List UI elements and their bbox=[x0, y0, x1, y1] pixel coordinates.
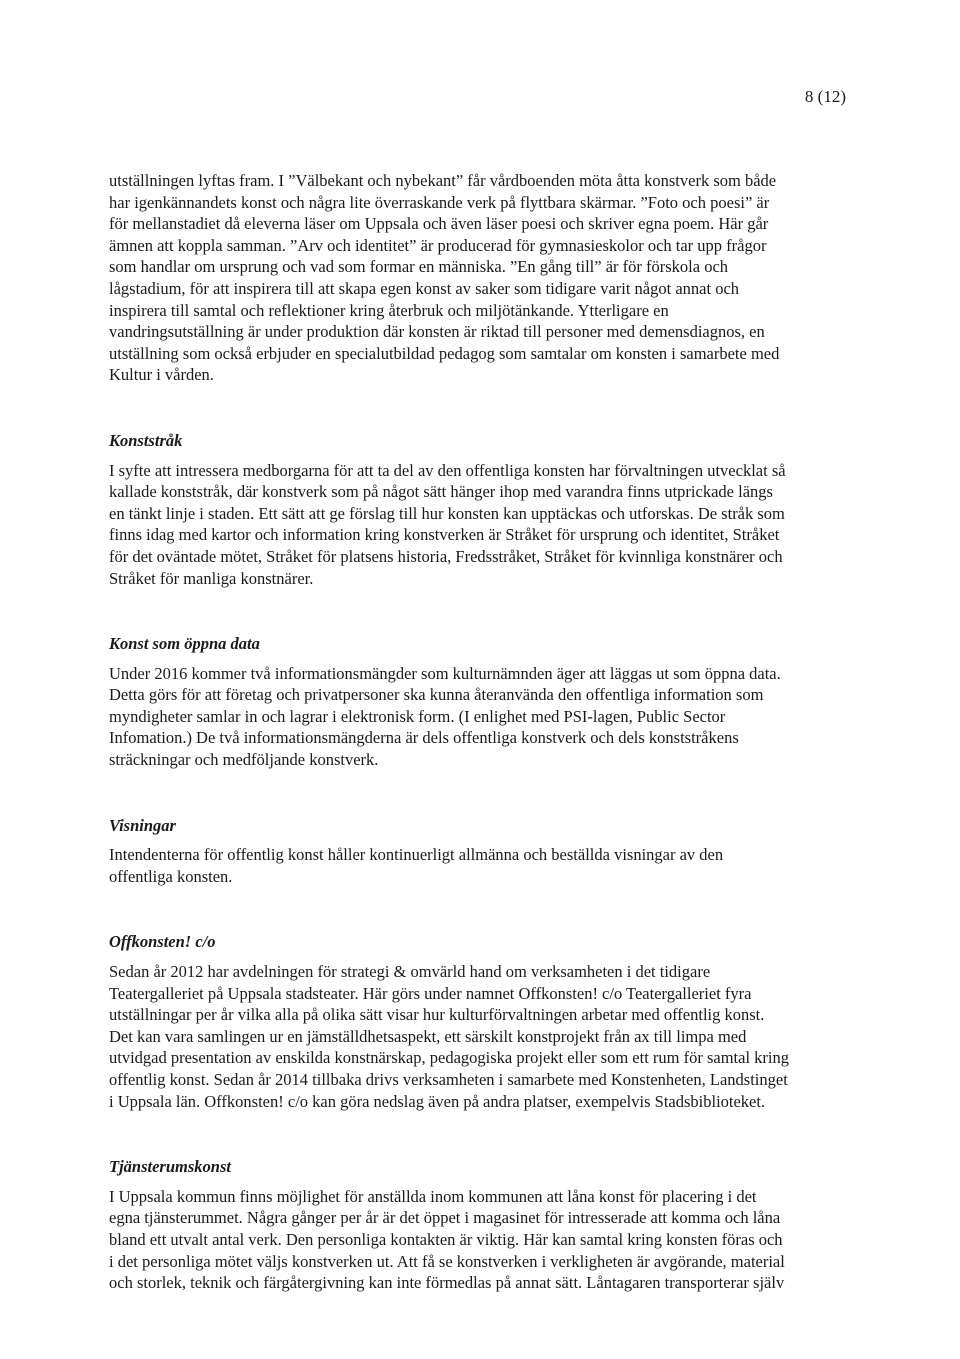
text-line: i det personliga mötet väljs konstverken ut. Att få se konstverken i verkligheten är avgörande, material bbox=[109, 1251, 785, 1271]
document-body bbox=[109, 170, 849, 1294]
section-paragraph-visningar bbox=[109, 844, 849, 887]
text-line: för mellanstadiet då eleverna läser om Uppsala och även läser poesi och skriver egna poem. Här går bbox=[109, 214, 769, 234]
text-line: och storlek, teknik och färgåtergivning kan inte förmedlas på annat sätt. Låntagaren transporterar själv bbox=[109, 1273, 785, 1293]
text-line: en tänkt linje i staden. Ett sätt att ge förslag till hur konsten kan upptäckas och utforskas. De stråk som bbox=[109, 503, 785, 523]
text-line: finns idag med kartor och information kring konstverken är Stråket för ursprung och identitet, Stråket bbox=[109, 525, 780, 545]
section-heading-visningar: Visningar bbox=[109, 815, 176, 835]
text-line: Sedan år 2012 har avdelningen för strategi & omvärld hand om verksamheten i det tidigare bbox=[109, 962, 711, 982]
text-line: I syfte att intressera medborgarna för att ta del av den offentliga konsten har förvaltningen utvecklat så bbox=[109, 460, 786, 480]
text-line: Kultur i vården. bbox=[109, 365, 214, 385]
intro-paragraph bbox=[109, 170, 849, 386]
text-line: sträckningar och medföljande konstverk. bbox=[109, 750, 379, 770]
text-line: Teatergalleriet på Uppsala stadsteater. Här görs under namnet Offkonsten! c/o Teatergalleriet fyra bbox=[109, 983, 752, 1003]
text-line: kallade konststråk, där konstverk som på något sätt hänger ihop med varandra finns utprickade längs bbox=[109, 482, 773, 502]
text-line: bland ett utvalt antal verk. Den personliga kontakten är viktig. Här kan samtal kring konsten föras och bbox=[109, 1229, 783, 1249]
text-line: ämnen att koppla samman. ”Arv och identitet” är producerad för gymnasieskolor och tar upp frågor bbox=[109, 235, 767, 255]
text-line: har igenkännandets konst och några lite överraskande verk på flyttbara skärmar. ”Foto och poesi” är bbox=[109, 192, 770, 212]
text-line: utställningen lyftas fram. I ”Välbekant och nybekant” får vårdboenden möta åtta konstverk som både bbox=[109, 171, 777, 190]
text-line: Detta görs för att företag och privatpersoner ska kunna återanvända den offentliga information som bbox=[109, 685, 764, 705]
text-line: i Uppsala län. Offkonsten! c/o kan göra nedslag även på andra platser, exempelvis Stadsbiblioteket. bbox=[109, 1091, 766, 1111]
section-heading-oppna-data: Konst som öppna data bbox=[109, 634, 260, 654]
text-line: egna tjänsterummet. Några gånger per år är det öppet i magasinet för intresserade att komma och låna bbox=[109, 1208, 781, 1228]
text-line: offentlig konst. Sedan år 2014 tillbaka drivs verksamheten i samarbete med Konstenheten, Landstinget bbox=[109, 1070, 788, 1089]
section-heading-konststrak: Konststråk bbox=[109, 430, 183, 450]
text-line: för det oväntade mötet, Stråket för platsens historia, Fredsstråket, Stråket för kvinnliga konstnärer och bbox=[109, 546, 783, 566]
section-heading-tjansterumskonst: Tjänsterumskonst bbox=[109, 1157, 231, 1177]
text-line: Intendenterna för offentlig konst håller kontinuerligt allmänna och beställda visningar av den bbox=[109, 845, 724, 865]
text-line: myndigheter samlar in och lagrar i elektronisk form. (I enlighet med PSI-lagen, Public Sector bbox=[109, 706, 726, 726]
text-line: Under 2016 kommer två informationsmängder som kulturnämnden äger att läggas ut som öppna data. bbox=[109, 663, 781, 683]
text-line: utställningar per år vilka alla på olika sätt visar hur kulturförvaltningen arbetar med offentlig konst. bbox=[109, 1005, 765, 1025]
section-paragraph-oppna-data bbox=[109, 663, 849, 771]
text-line: lågstadium, för att inspirera till att skapa egen konst av saker som tidigare varit något annat och bbox=[109, 278, 740, 298]
text-line: Det kan vara samlingen ur en jämställdhetsaspekt, ett särskilt konstprojekt från ax till limpa med bbox=[109, 1026, 747, 1046]
text-line: utvidgad presentation av enskilda konstnärskap, pedagogiska projekt eller som ett rum för samtal kring bbox=[109, 1048, 789, 1068]
page-number: 8 (12) bbox=[804, 87, 846, 106]
text-line: vandringsutställning är under produktion där konsten är riktad till personer med demensdiagnos, en bbox=[109, 322, 765, 342]
section-heading-offkonsten: Offkonsten! c/o bbox=[109, 932, 216, 952]
text-line: som handlar om ursprung och vad som formar en människa. ”En gång till” är för förskola och bbox=[109, 257, 729, 277]
section-paragraph-konststrak bbox=[109, 460, 849, 590]
text-line: Stråket för manliga konstnärer. bbox=[109, 568, 314, 588]
text-line: Infomation.) De två informationsmängderna är dels offentliga konstverk och dels konststråkens bbox=[109, 728, 739, 748]
text-line: I Uppsala kommun finns möjlighet för anställda inom kommunen att låna konst för placering i det bbox=[109, 1186, 757, 1206]
text-line: offentliga konsten. bbox=[109, 866, 233, 886]
text-line: inspirera till samtal och reflektioner kring återbruk och miljötänkande. Ytterligare en bbox=[109, 300, 669, 320]
text-line: utställning som också erbjuder en specialutbildad pedagog som samtalar om konsten i samarbete med bbox=[109, 343, 780, 363]
section-paragraph-offkonsten bbox=[109, 961, 849, 1112]
section-paragraph-tjansterumskonst bbox=[109, 1186, 849, 1294]
